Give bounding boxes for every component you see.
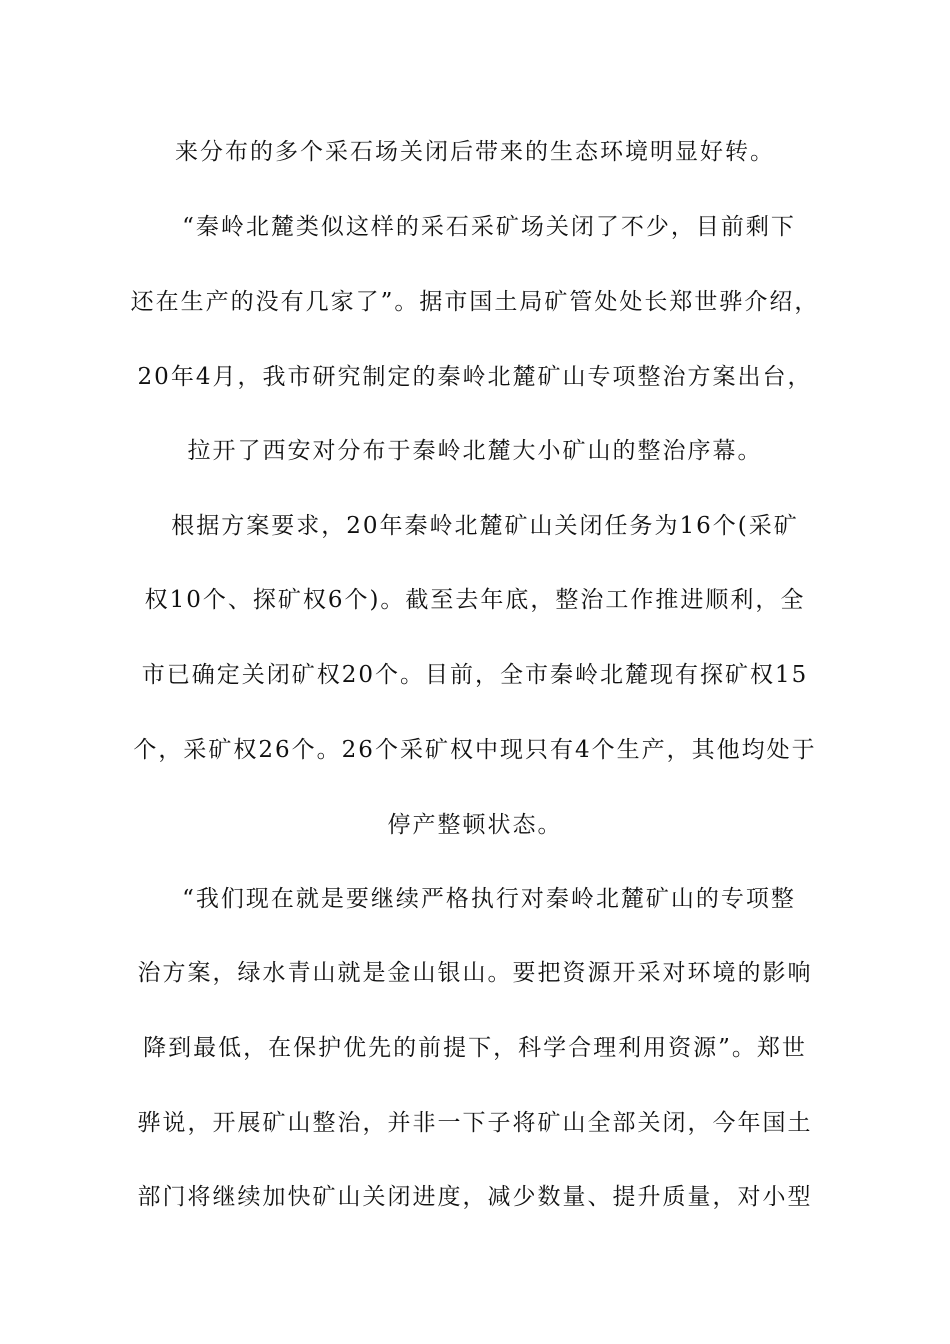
text-line: 治方案，绿水青山就是金山银山。要把资源开采对环境的影响 [137, 960, 813, 986]
text-line: “秦岭北麓类似这样的采石采矿场关闭了不少，目前剩下 [182, 214, 796, 240]
text-line: “我们现在就是要继续严格执行对秦岭北麓矿山的专项整 [182, 886, 796, 912]
text-line: 骅说，开展矿山整治，并非一下子将矿山全部关闭，今年国土 [137, 1110, 813, 1136]
text-line: 停产整顿状态。 [387, 812, 563, 838]
text-line: 拉开了西安对分布于秦岭北麓大小矿山的整治序幕。 [187, 438, 763, 464]
text-line: 根据方案要求，20年秦岭北麓矿山关闭任务为16个(采矿 [171, 513, 799, 539]
text-line: 来分布的多个采石场关闭后带来的生态环境明显好转。 [175, 139, 775, 165]
text-line: 部门将继续加快矿山关闭进度，减少数量、提升质量，对小型 [137, 1184, 813, 1210]
text-line: 还在生产的没有几家了”。据市国土局矿管处处长郑世骅介绍， [130, 289, 820, 315]
text-line: 市已确定关闭矿权20个。目前，全市秦岭北麓现有探矿权15 [141, 662, 809, 688]
text-line: 降到最低，在保护优先的前提下，科学合理利用资源”。郑世 [143, 1035, 807, 1061]
text-line: 权10个、探矿权6个)。截至去年底，整治工作推进顺利，全 [144, 587, 806, 613]
text-line: 20年4月，我市研究制定的秦岭北麓矿山专项整治方案出台， [137, 364, 813, 390]
text-line: 个，采矿权26个。26个采矿权中现只有4个生产，其他均处于 [133, 737, 817, 763]
